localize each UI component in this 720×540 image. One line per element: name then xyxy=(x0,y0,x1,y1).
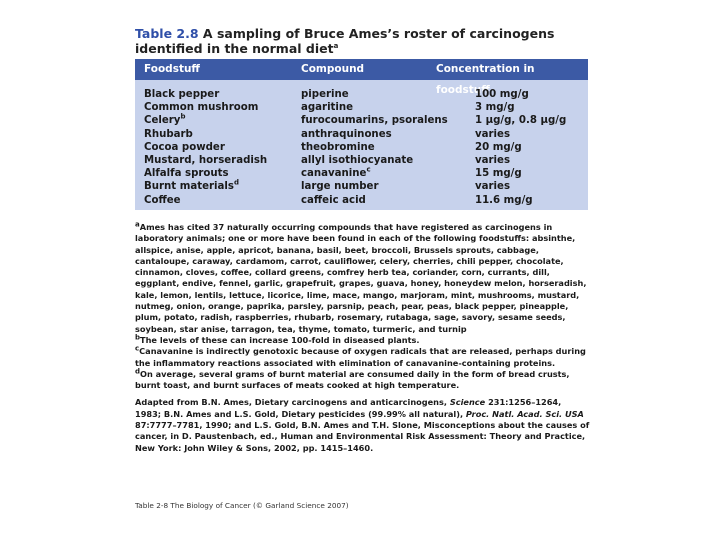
cell-concentration: 1 µg/g, 0.8 µg/g xyxy=(475,115,567,127)
footnote-d: $^d$On average, several grams of burnt material are consumed daily in the form of bread crusts, burnt toast, and burnt surfaces of meats cooked at high temperature. xyxy=(135,367,570,391)
cell-concentration: 100 mg/g xyxy=(475,89,529,100)
cell-compound: furocoumarins, psoralens xyxy=(301,115,448,127)
table-body xyxy=(135,88,588,207)
cell-food: Burnt materials$^d$ xyxy=(144,178,239,193)
cell-food: Alfalfa sprouts xyxy=(144,168,229,180)
cell-compound: piperine xyxy=(301,89,349,100)
figure-credit: Table 2-8 The Biology of Cancer (© Garland Science 2007) xyxy=(135,501,349,510)
table-row xyxy=(135,114,588,127)
cell-compound: agaritine xyxy=(301,102,354,114)
table-row xyxy=(135,128,588,141)
table-title-text: A sampling of Bruce Ames’s roster of carcinogens identified in the normal diet xyxy=(135,26,555,56)
cell-food: Common mushroom xyxy=(144,102,259,114)
cell-concentration: 20 mg/g xyxy=(475,141,522,153)
header-concentration: Concentration in foodstuff xyxy=(436,63,535,96)
cell-food: Cocoa powder xyxy=(144,141,225,153)
cell-concentration: 15 mg/g xyxy=(475,168,522,180)
cell-compound: allyl isothiocyanate xyxy=(301,154,414,166)
cell-concentration: varies xyxy=(475,181,511,193)
table-row xyxy=(135,88,588,101)
cell-concentration: 11.6 mg/g xyxy=(475,194,533,206)
table-title xyxy=(135,26,595,56)
table-row xyxy=(135,154,588,167)
footnote-a: $^a$Ames has cited 37 naturally occurring compounds that have registered as carcinogens in laboratory animals; one or more have been found in each of the following foodstuffs: absinthe, allspice, anise, apple, apricot, banana, basil, beet, broccoli, Brussels sprouts, cabbage, cantaloupe, caraway, cardamom, carrot, cauliflower, celery, cherries, chili pepper, chocolate, cinnamon, cloves, coffee, collard greens, comfrey herb tea, coriander, corn, currants, dill, eggplant, endive, fennel, garlic, grapefruit, grapes, guava, honey, honeydew melon, horseradish, kale, lemon, lentils, lettuce, licorice, lime, mace, mango, marjoram, mint, mushrooms, mustard, nutmeg, onion, orange, paprika, parsley, parsnip, peach, pear, peas, black pepper, pineapple, plum, potato, radish, raspberries, rhubarb, rosemary, rutabaga, sage, savory, sesame seeds, soybean, star anise, tarragon, tea, thyme, tomato, turmeric, and turnip xyxy=(135,220,587,334)
cell-compound: large number xyxy=(301,181,379,193)
cell-food: Mustard, horseradish xyxy=(144,154,268,166)
cell-compound: theobromine xyxy=(301,141,375,153)
cell-concentration: 3 mg/g xyxy=(475,102,515,114)
header-compound: Compound xyxy=(301,63,365,75)
cell-food: Rhubarb xyxy=(144,128,193,140)
cell-food: Celery$^b$ xyxy=(144,112,186,127)
cell-food: Coffee xyxy=(144,194,181,206)
cell-food: Black pepper xyxy=(144,89,220,100)
cell-compound: caffeic acid xyxy=(301,194,366,206)
table-row xyxy=(135,141,588,154)
table-row xyxy=(135,101,588,114)
table-number: Table 2.8 xyxy=(135,26,199,41)
cell-concentration: varies xyxy=(475,154,511,166)
cell-compound: anthraquinones xyxy=(301,128,392,140)
source-citation: Adapted from B.N. Ames, Dietary carcinogens and anticarcinogens, Science 231:1256–1264, 1983; B.N. Ames and L.S. Gold, Dietary pesticides (99.99% all natural), Proc. Natl. Acad. Sci. USA 87:7777–7781, 1990; and L.S. Gold, B.N. Ames and T.H. Slone, Misconceptions about the causes of cancer, in D. Paustenbach, ed., Human and Environmental Risk Assessment: Theory and Practice, New York: John Wiley & Sons, 2002, pp. 1415–1460. xyxy=(135,397,590,453)
carcinogen-table xyxy=(135,59,588,210)
cell-concentration: varies xyxy=(475,128,511,140)
table-footnotes xyxy=(135,222,590,454)
header-foodstuff: Foodstuff xyxy=(144,63,200,75)
table-row xyxy=(135,180,588,193)
footnote-c: $^c$Canavanine is indirectly genotoxic because of oxygen radicals that are released, perhaps during the inflammatory reactions associated with elimination of canavanine-containing proteins. xyxy=(135,344,586,368)
table-row xyxy=(135,167,588,180)
footnote-b: $^b$The levels of these can increase 100-fold in diseased plants. xyxy=(135,333,420,345)
table-row xyxy=(135,194,588,207)
table-title-footnote-mark: a xyxy=(333,41,339,50)
cell-compound: canavanine$^c$ xyxy=(301,165,371,180)
